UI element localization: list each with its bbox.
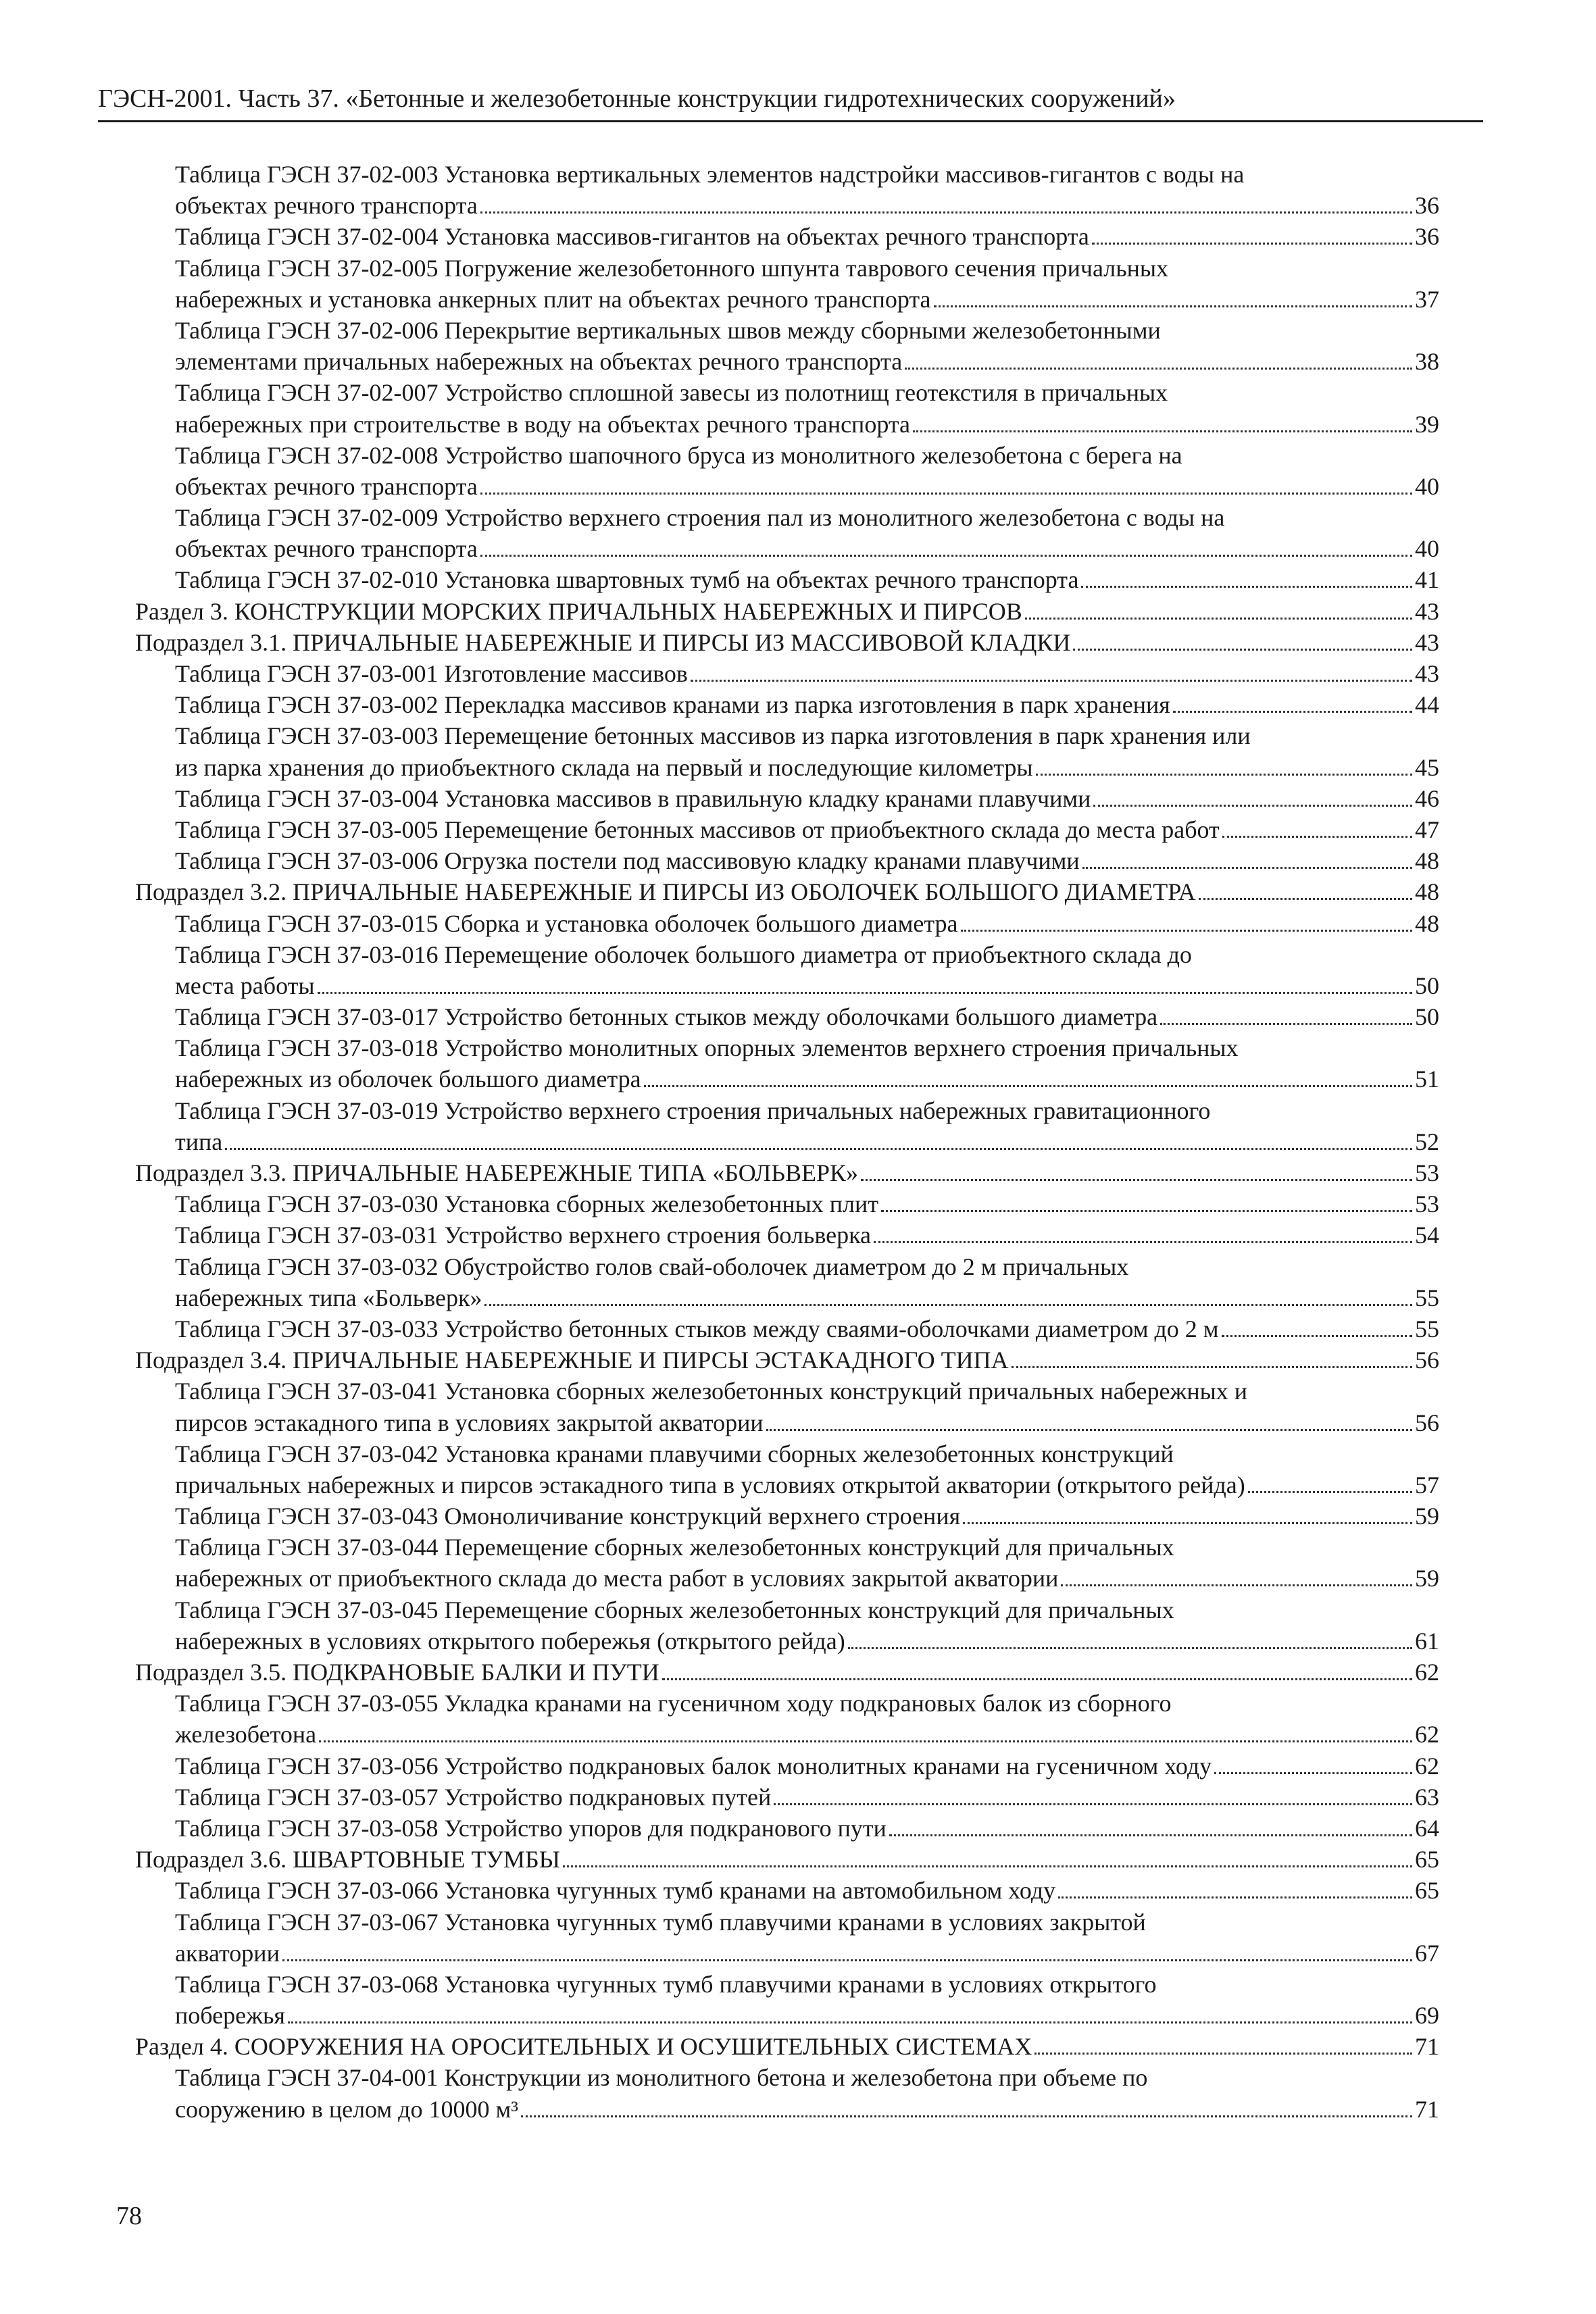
toc-line bbox=[135, 1438, 1439, 1469]
toc-line bbox=[135, 1907, 1439, 1938]
toc-line bbox=[135, 1157, 1439, 1188]
toc-entry-text: объектах речного транспорта bbox=[175, 472, 478, 500]
toc-entry-text: Таблица ГЭСН 37-03-056 Устройство подкрановых балок монолитных кранами на гусеничном ходу bbox=[175, 1752, 1212, 1780]
toc-entry-text: Таблица ГЭСН 37-03-033 Устройство бетонных стыков между сваями-оболочками диаметром до 2 м bbox=[175, 1315, 1219, 1342]
toc-table-entry[interactable] bbox=[135, 1001, 1439, 1032]
toc-line bbox=[135, 720, 1439, 751]
toc-page-number[interactable]: 48 bbox=[1415, 847, 1439, 875]
toc-table-entry[interactable] bbox=[135, 1688, 1439, 1750]
dot-leader bbox=[1033, 774, 1415, 782]
toc-entry-text: набережных из оболочек большого диаметра bbox=[175, 1065, 641, 1093]
toc-entry-text: Таблица ГЭСН 37-02-003 Установка вертикальных элементов надстройки массивов-гигантов с воды на bbox=[175, 161, 1245, 188]
toc-entry-text: Таблица ГЭСН 37-03-017 Устройство бетонных стыков между оболочками большого диаметра bbox=[175, 1003, 1158, 1031]
toc-entry-text: Таблица ГЭСН 37-04-001 Конструкции из монолитного бетона и железобетона при объеме по bbox=[175, 2064, 1148, 2092]
dot-leader bbox=[1170, 711, 1415, 719]
toc-entry-text: Таблица ГЭСН 37-03-041 Установка сборных железобетонных конструкций причальных набережных и bbox=[175, 1378, 1248, 1405]
toc-page-number[interactable]: 57 bbox=[1415, 1471, 1439, 1499]
toc-entry-text: Таблица ГЭСН 37-03-044 Перемещение сборных железобетонных конструкций для причальных bbox=[175, 1534, 1174, 1561]
toc-line bbox=[135, 970, 1439, 1001]
toc-entry-text: Таблица ГЭСН 37-03-066 Установка чугунных тумб кранами на автомобильном ходу bbox=[175, 1877, 1056, 1905]
toc-table-entry[interactable] bbox=[135, 814, 1439, 845]
toc-entry-text: Таблица ГЭСН 37-03-018 Устройство монолитных опорных элементов верхнего строения причальных bbox=[175, 1034, 1239, 1062]
toc-line bbox=[135, 1095, 1439, 1126]
toc-entry-text: Подраздел 3.1. ПРИЧАЛЬНЫЕ НАБЕРЕЖНЫЕ И ПИРСЫ ИЗ МАССИВОВОЙ КЛАДКИ bbox=[135, 628, 1071, 656]
toc-page-number[interactable]: 61 bbox=[1415, 1627, 1439, 1655]
toc-table-entry[interactable] bbox=[135, 253, 1439, 315]
toc-entry-text: Подраздел 3.5. ПОДКРАНОВЫЕ БАЛКИ И ПУТИ bbox=[135, 1659, 659, 1686]
toc-line bbox=[135, 1844, 1439, 1875]
toc-table-entry[interactable] bbox=[135, 377, 1439, 439]
toc-line bbox=[135, 2000, 1439, 2031]
dot-leader bbox=[1070, 649, 1415, 657]
toc-table-entry[interactable] bbox=[135, 1751, 1439, 1782]
toc-line bbox=[135, 253, 1439, 284]
toc-entry-text: Таблица ГЭСН 37-02-009 Устройство верхнего строения пал из монолитного железобетона с воды на bbox=[175, 504, 1225, 532]
toc-table-entry[interactable] bbox=[135, 2062, 1439, 2124]
toc-page-number[interactable]: 36 bbox=[1415, 223, 1439, 251]
toc-entry-text: Таблица ГЭСН 37-02-004 Установка массивов-гигантов на объектах речного транспорта bbox=[175, 223, 1089, 251]
toc-table-entry[interactable] bbox=[135, 1376, 1439, 1438]
dot-leader bbox=[478, 493, 1415, 501]
toc-line bbox=[135, 564, 1439, 595]
toc-table-entry[interactable] bbox=[135, 502, 1439, 564]
toc-line bbox=[135, 284, 1439, 315]
toc-line bbox=[135, 658, 1439, 689]
toc-table-entry[interactable] bbox=[135, 1969, 1439, 2031]
toc-entry-text: Подраздел 3.6. ШВАРТОВНЫЕ ТУМБЫ bbox=[135, 1846, 561, 1873]
toc-table-entry[interactable] bbox=[135, 1188, 1439, 1219]
toc-page-number[interactable]: 59 bbox=[1415, 1503, 1439, 1530]
toc-page-number[interactable]: 55 bbox=[1415, 1284, 1439, 1311]
toc-line bbox=[135, 1469, 1439, 1501]
toc-table-entry[interactable] bbox=[135, 1782, 1439, 1813]
toc-page-number[interactable]: 50 bbox=[1415, 1003, 1439, 1031]
toc-table-entry[interactable] bbox=[135, 1532, 1439, 1594]
toc-line bbox=[135, 1219, 1439, 1251]
toc-line bbox=[135, 533, 1439, 564]
toc-table-entry[interactable] bbox=[135, 1594, 1439, 1657]
toc-table-entry[interactable] bbox=[135, 1313, 1439, 1344]
dot-leader bbox=[1219, 1335, 1415, 1343]
toc-table-entry[interactable] bbox=[135, 720, 1439, 782]
toc-table-entry[interactable] bbox=[135, 939, 1439, 1001]
toc-entry-text: Таблица ГЭСН 37-03-045 Перемещение сборных железобетонных конструкций для причальных bbox=[175, 1596, 1174, 1624]
toc-table-entry[interactable] bbox=[135, 908, 1439, 939]
toc-table-entry[interactable] bbox=[135, 440, 1439, 502]
toc-entry-text: Таблица ГЭСН 37-03-043 Омоноличивание конструкций верхнего строения bbox=[175, 1503, 961, 1530]
toc-page-number[interactable]: 53 bbox=[1415, 1159, 1439, 1186]
toc-page-number[interactable]: 40 bbox=[1415, 535, 1439, 563]
dot-leader bbox=[1245, 1491, 1415, 1499]
dot-leader bbox=[1022, 618, 1415, 626]
toc-line bbox=[135, 627, 1439, 658]
toc-line bbox=[135, 1188, 1439, 1219]
toc-table-entry[interactable] bbox=[135, 1438, 1439, 1501]
toc-entry-text: набережных типа «Больверк» bbox=[175, 1284, 482, 1311]
toc-page-number[interactable]: 71 bbox=[1415, 2095, 1439, 2123]
toc-page-number[interactable]: 62 bbox=[1415, 1659, 1439, 1686]
toc-line bbox=[135, 409, 1439, 440]
dot-leader bbox=[1212, 1772, 1415, 1780]
toc-line bbox=[135, 1813, 1439, 1844]
toc-table-entry[interactable] bbox=[135, 1501, 1439, 1532]
dot-leader bbox=[1089, 243, 1415, 251]
toc-line bbox=[135, 2031, 1439, 2062]
toc-entry-text: Таблица ГЭСН 37-03-005 Перемещение бетонных массивов от приобъектного склада до места работ bbox=[175, 815, 1220, 843]
dot-leader bbox=[659, 1678, 1415, 1686]
toc-line bbox=[135, 1563, 1439, 1594]
toc-entry-text: Подраздел 3.4. ПРИЧАЛЬНЫЕ НАБЕРЕЖНЫЕ И ПИРСЫ ЭСТАКАДНОГО ТИПА bbox=[135, 1347, 1009, 1374]
toc-line bbox=[135, 1532, 1439, 1563]
toc-entry-text: Таблица ГЭСН 37-03-003 Перемещение бетонных массивов из парка изготовления в парк хранения или bbox=[175, 722, 1251, 750]
toc-entry-text: Таблица ГЭСН 37-02-006 Перекрытие вертикальных швов между сборными железобетонными bbox=[175, 316, 1161, 344]
toc-line bbox=[135, 1719, 1439, 1750]
toc-entry-text: набережных от приобъектного склада до места работ в условиях закрытой акватории bbox=[175, 1565, 1059, 1592]
toc-line bbox=[135, 190, 1439, 221]
running-header: ГЭСН-2001. Часть 37. «Бетонные и железобетонные конструкции гидротехнических сооружений» bbox=[98, 84, 1176, 113]
toc-entry-text: Таблица ГЭСН 37-03-030 Установка сборных железобетонных плит bbox=[175, 1190, 878, 1218]
toc-entry-text: Подраздел 3.2. ПРИЧАЛЬНЫЕ НАБЕРЕЖНЫЕ И ПИРСЫ ИЗ ОБОЛОЧЕК БОЛЬШОГО ДИАМЕТРА bbox=[135, 878, 1196, 906]
toc-page-number[interactable]: 63 bbox=[1415, 1783, 1439, 1811]
toc-entry-text: Таблица ГЭСН 37-03-032 Обустройство голов свай-оболочек диаметром до 2 м причальных bbox=[175, 1253, 1129, 1280]
toc-line bbox=[135, 502, 1439, 533]
dot-leader bbox=[871, 1241, 1415, 1249]
toc-line bbox=[135, 346, 1439, 377]
toc-section-entry[interactable] bbox=[135, 1157, 1439, 1188]
toc-line bbox=[135, 908, 1439, 939]
toc-line bbox=[135, 845, 1439, 876]
toc-page-number[interactable]: 45 bbox=[1415, 753, 1439, 781]
dot-leader bbox=[931, 305, 1415, 313]
toc-page-number[interactable]: 48 bbox=[1415, 878, 1439, 906]
toc-entry-text: Таблица ГЭСН 37-03-057 Устройство подкрановых путей bbox=[175, 1783, 772, 1811]
toc-page-number[interactable]: 56 bbox=[1415, 1409, 1439, 1436]
dot-leader bbox=[280, 1959, 1415, 1967]
dot-leader bbox=[764, 1429, 1415, 1437]
toc-entry-text: Раздел 3. КОНСТРУКЦИИ МОРСКИХ ПРИЧАЛЬНЫХ НАБЕРЕЖНЫХ И ПИРСОВ bbox=[135, 597, 1022, 625]
dot-leader bbox=[482, 1304, 1415, 1312]
dot-leader bbox=[771, 1803, 1415, 1811]
toc-section-entry[interactable] bbox=[135, 1344, 1439, 1376]
dot-leader bbox=[902, 368, 1415, 376]
toc-line bbox=[135, 1282, 1439, 1313]
toc-line bbox=[135, 783, 1439, 814]
toc-entry-text: набережных при строительстве в воду на объектах речного транспорта bbox=[175, 410, 910, 438]
toc-line bbox=[135, 1251, 1439, 1282]
toc-page-number[interactable]: 59 bbox=[1415, 1565, 1439, 1592]
toc-table-entry[interactable] bbox=[135, 315, 1439, 377]
dot-leader bbox=[316, 1740, 1415, 1749]
toc-table-entry[interactable] bbox=[135, 221, 1439, 252]
toc-entry-text: набережных в условиях открытого побережья (открытого рейда) bbox=[175, 1627, 845, 1655]
toc-line bbox=[135, 1938, 1439, 1969]
toc-page-number[interactable]: 43 bbox=[1415, 660, 1439, 687]
toc-table-entry[interactable] bbox=[135, 159, 1439, 221]
dot-leader bbox=[222, 1148, 1415, 1156]
toc-page-number[interactable]: 64 bbox=[1415, 1814, 1439, 1842]
toc-table-entry[interactable] bbox=[135, 658, 1439, 689]
toc-page-number[interactable]: 43 bbox=[1415, 597, 1439, 625]
toc-entry-text: Таблица ГЭСН 37-03-068 Установка чугунных тумб плавучими кранами в условиях открытого bbox=[175, 1970, 1157, 1998]
toc-page-number[interactable]: 36 bbox=[1415, 192, 1439, 220]
dot-leader bbox=[688, 680, 1415, 688]
toc-entry-text: Таблица ГЭСН 37-03-031 Устройство верхнего строения больверка bbox=[175, 1222, 872, 1249]
page-number: 78 bbox=[116, 2202, 142, 2230]
toc-line bbox=[135, 596, 1439, 627]
toc-page-number[interactable]: 38 bbox=[1415, 348, 1439, 376]
toc-page-number[interactable]: 54 bbox=[1415, 1222, 1439, 1249]
toc-line bbox=[135, 471, 1439, 502]
toc-entry-text: объектах речного транспорта bbox=[175, 535, 478, 563]
toc-line bbox=[135, 1626, 1439, 1657]
toc-page-number[interactable]: 71 bbox=[1415, 2033, 1439, 2061]
toc-page-number[interactable]: 48 bbox=[1415, 909, 1439, 937]
toc-line bbox=[135, 2094, 1439, 2125]
dot-leader bbox=[560, 1865, 1415, 1873]
dot-leader bbox=[285, 2021, 1415, 2030]
dot-leader bbox=[1055, 1896, 1415, 1905]
toc-page-number[interactable]: 51 bbox=[1415, 1065, 1439, 1093]
toc-table-entry[interactable] bbox=[135, 1095, 1439, 1157]
toc-page-number[interactable]: 62 bbox=[1415, 1721, 1439, 1749]
toc-line bbox=[135, 689, 1439, 720]
toc-section-entry[interactable] bbox=[135, 2031, 1439, 2062]
toc-entry-text: Таблица ГЭСН 37-03-002 Перекладка массивов кранами из парка изготовления в парк хранения bbox=[175, 691, 1170, 719]
dot-leader bbox=[858, 1179, 1415, 1187]
toc-line bbox=[135, 159, 1439, 190]
toc-section-entry[interactable] bbox=[135, 1657, 1439, 1688]
toc-table-entry[interactable] bbox=[135, 783, 1439, 814]
toc-entry-text: Таблица ГЭСН 37-03-004 Установка массивов в правильную кладку кранами плавучими bbox=[175, 784, 1091, 812]
toc-table-entry[interactable] bbox=[135, 1219, 1439, 1251]
toc-line bbox=[135, 752, 1439, 783]
toc-table-entry[interactable] bbox=[135, 1032, 1439, 1095]
toc-line bbox=[135, 1688, 1439, 1719]
toc-page-number[interactable]: 65 bbox=[1415, 1877, 1439, 1905]
toc-entry-text: побережья bbox=[175, 2002, 285, 2030]
toc-page-number[interactable]: 55 bbox=[1415, 1315, 1439, 1342]
toc-page-number[interactable]: 67 bbox=[1415, 1939, 1439, 1967]
dot-leader bbox=[958, 930, 1415, 938]
toc-entry-text: причальных набережных и пирсов эстакадного типа в условиях открытой акватории (открытого рейда) bbox=[175, 1471, 1245, 1499]
dot-leader bbox=[315, 992, 1415, 1000]
toc-line bbox=[135, 1782, 1439, 1813]
toc-line bbox=[135, 1751, 1439, 1782]
dot-leader bbox=[1058, 1584, 1415, 1592]
toc-line bbox=[135, 315, 1439, 346]
toc-entry-text: железобетона bbox=[175, 1721, 317, 1749]
toc-entry-text: Таблица ГЭСН 37-02-008 Устройство шапочного бруса из монолитного железобетона с берега на bbox=[175, 441, 1182, 469]
dot-leader bbox=[1220, 836, 1415, 844]
toc-page-number[interactable]: 47 bbox=[1415, 815, 1439, 843]
toc-table-entry[interactable] bbox=[135, 1251, 1439, 1313]
toc-line bbox=[135, 1126, 1439, 1157]
toc-page-number[interactable]: 43 bbox=[1415, 628, 1439, 656]
toc-line bbox=[135, 1313, 1439, 1344]
toc-entry-text: элементами причальных набережных на объектах речного транспорта bbox=[175, 348, 903, 376]
toc-entry-text: Таблица ГЭСН 37-03-042 Установка кранами плавучими сборных железобетонных конструкций bbox=[175, 1440, 1174, 1467]
dot-leader bbox=[1091, 805, 1415, 813]
dot-leader bbox=[1078, 586, 1415, 594]
dot-leader bbox=[1157, 1023, 1415, 1031]
toc-entry-text: Таблица ГЭСН 37-03-055 Укладка кранами на гусеничном ходу подкрановых балок из сборного bbox=[175, 1690, 1172, 1717]
toc-entry-text: Таблица ГЭСН 37-02-010 Установка швартовных тумб на объектах речного транспорта bbox=[175, 566, 1079, 594]
toc-entry-text: набережных и установка анкерных плит на объектах речного транспорта bbox=[175, 285, 931, 313]
toc-line bbox=[135, 1501, 1439, 1532]
dot-leader bbox=[887, 1834, 1415, 1842]
toc-line bbox=[135, 1376, 1439, 1407]
toc-entry-text: Раздел 4. СООРУЖЕНИЯ НА ОРОСИТЕЛЬНЫХ И ОСУШИТЕЛЬНЫХ СИСТЕМАХ bbox=[135, 2033, 1032, 2061]
dot-leader bbox=[960, 1522, 1415, 1530]
dot-leader bbox=[910, 430, 1415, 438]
toc-line bbox=[135, 1001, 1439, 1032]
toc-section-entry[interactable] bbox=[135, 596, 1439, 627]
toc-entry-text: сооружению в целом до 10000 м³ bbox=[175, 2095, 519, 2123]
toc-entry-text: Таблица ГЭСН 37-03-058 Устройство упоров для подкранового пути bbox=[175, 1814, 887, 1842]
toc-page-number[interactable]: 44 bbox=[1415, 691, 1439, 719]
toc-line bbox=[135, 1594, 1439, 1626]
toc-line bbox=[135, 1969, 1439, 2000]
dot-leader bbox=[1196, 898, 1415, 906]
table-of-contents bbox=[135, 159, 1439, 2125]
dot-leader bbox=[478, 555, 1415, 563]
toc-page-number[interactable]: 62 bbox=[1415, 1752, 1439, 1780]
toc-entry-text: Таблица ГЭСН 37-03-067 Установка чугунных тумб плавучими кранами в условиях закрытой bbox=[175, 1908, 1146, 1936]
toc-line bbox=[135, 939, 1439, 970]
toc-line bbox=[135, 814, 1439, 845]
dot-leader bbox=[1080, 867, 1415, 875]
toc-entry-text: Таблица ГЭСН 37-03-016 Перемещение оболочек большого диаметра от приобъектного склада до bbox=[175, 940, 1192, 968]
dot-leader bbox=[478, 211, 1415, 220]
toc-section-entry[interactable] bbox=[135, 1844, 1439, 1875]
toc-entry-text: типа bbox=[175, 1128, 223, 1155]
dot-leader bbox=[878, 1210, 1415, 1218]
toc-page-number[interactable]: 69 bbox=[1415, 2002, 1439, 2030]
toc-entry-text: Таблица ГЭСН 37-03-006 Огрузка постели под массивовую кладку кранами плавучими bbox=[175, 847, 1080, 875]
toc-page-number[interactable]: 37 bbox=[1415, 285, 1439, 313]
toc-page-number[interactable]: 41 bbox=[1415, 566, 1439, 594]
dot-leader bbox=[518, 2115, 1415, 2123]
toc-table-entry[interactable] bbox=[135, 1875, 1439, 1906]
toc-entry-text: Таблица ГЭСН 37-02-007 Устройство сплошной завесы из полотнищ геотекстиля в причальных bbox=[175, 379, 1168, 407]
toc-page-number[interactable]: 50 bbox=[1415, 972, 1439, 999]
toc-line bbox=[135, 2062, 1439, 2093]
header-rule bbox=[98, 120, 1483, 122]
toc-table-entry[interactable] bbox=[135, 564, 1439, 595]
toc-entry-text: Таблица ГЭСН 37-03-001 Изготовление массивов bbox=[175, 660, 688, 687]
toc-entry-text: Подраздел 3.3. ПРИЧАЛЬНЫЕ НАБЕРЕЖНЫЕ ТИПА «БОЛЬВЕРК» bbox=[135, 1159, 859, 1186]
toc-page-number[interactable]: 56 bbox=[1415, 1347, 1439, 1374]
toc-section-entry[interactable] bbox=[135, 627, 1439, 658]
toc-page-number[interactable]: 46 bbox=[1415, 784, 1439, 812]
dot-leader bbox=[845, 1647, 1415, 1655]
toc-line bbox=[135, 1344, 1439, 1376]
dot-leader bbox=[1009, 1366, 1415, 1374]
toc-line bbox=[135, 377, 1439, 408]
toc-line bbox=[135, 1875, 1439, 1906]
toc-line bbox=[135, 1407, 1439, 1438]
toc-entry-text: Таблица ГЭСН 37-02-005 Погружение железобетонного шпунта таврового сечения причальных bbox=[175, 254, 1169, 282]
toc-entry-text: акватории bbox=[175, 1939, 280, 1967]
toc-line bbox=[135, 440, 1439, 471]
toc-page-number[interactable]: 53 bbox=[1415, 1190, 1439, 1218]
toc-table-entry[interactable] bbox=[135, 1813, 1439, 1844]
toc-page-number[interactable]: 39 bbox=[1415, 410, 1439, 438]
dot-leader bbox=[641, 1085, 1415, 1093]
toc-table-entry[interactable] bbox=[135, 1907, 1439, 1969]
toc-line bbox=[135, 221, 1439, 252]
toc-entry-text: Таблица ГЭСН 37-03-015 Сборка и установка оболочек большого диаметра bbox=[175, 909, 958, 937]
toc-entry-text: пирсов эстакадного типа в условиях закрытой акватории bbox=[175, 1409, 764, 1436]
toc-entry-text: из парка хранения до приобъектного склада на первый и последующие километры bbox=[175, 753, 1033, 781]
dot-leader bbox=[1032, 2053, 1415, 2061]
toc-entry-text: Таблица ГЭСН 37-03-019 Устройство верхнего строения причальных набережных гравитационного bbox=[175, 1097, 1211, 1124]
toc-table-entry[interactable] bbox=[135, 845, 1439, 876]
toc-line bbox=[135, 1657, 1439, 1688]
toc-table-entry[interactable] bbox=[135, 689, 1439, 720]
toc-section-entry[interactable] bbox=[135, 876, 1439, 907]
toc-line bbox=[135, 1032, 1439, 1063]
toc-line bbox=[135, 1063, 1439, 1095]
toc-page-number[interactable]: 52 bbox=[1415, 1128, 1439, 1155]
toc-page-number[interactable]: 40 bbox=[1415, 472, 1439, 500]
toc-page-number[interactable]: 65 bbox=[1415, 1846, 1439, 1873]
toc-entry-text: места работы bbox=[175, 972, 315, 999]
toc-entry-text: объектах речного транспорта bbox=[175, 192, 478, 220]
toc-line bbox=[135, 876, 1439, 907]
